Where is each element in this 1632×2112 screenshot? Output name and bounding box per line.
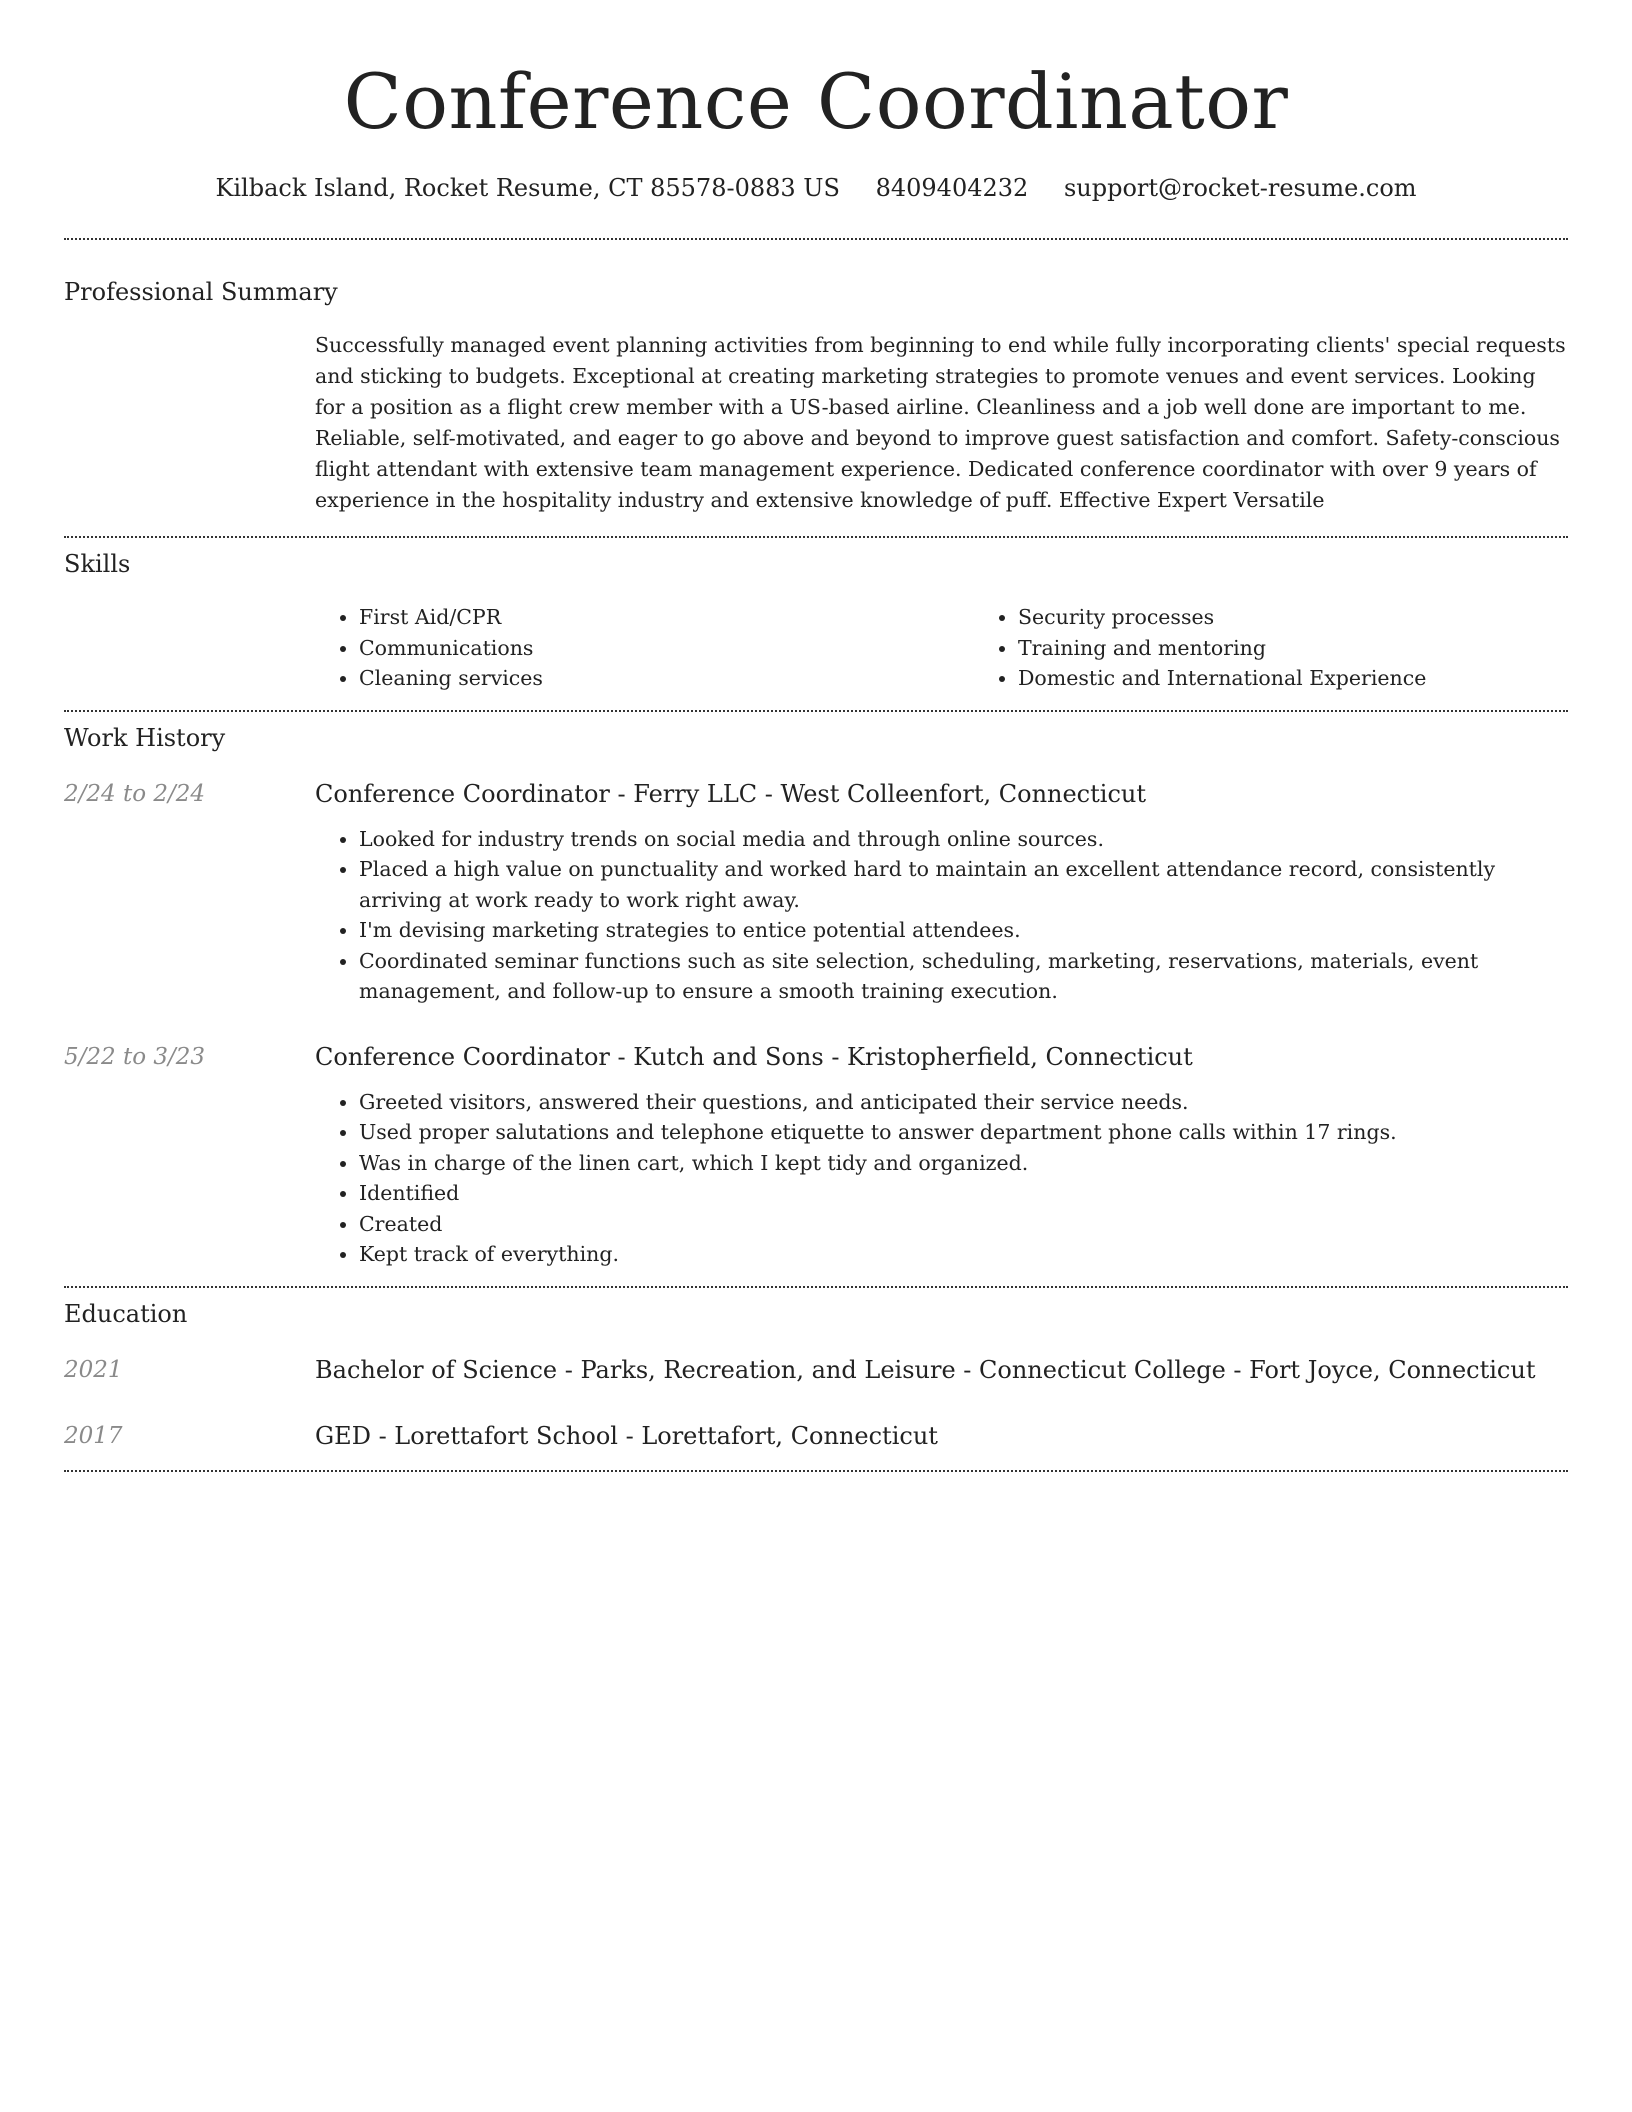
job-bullet: • Kept track of everything. bbox=[359, 1239, 1568, 1270]
skill-item: • Security processes bbox=[1018, 602, 1632, 633]
job-bullet: • Greeted visitors, answered their questions, and anticipated their service needs. bbox=[359, 1087, 1568, 1118]
work-history-section bbox=[64, 712, 1568, 1286]
job-bullet: • Coordinated seminar functions such as site selection, scheduling, marketing, reservations, materials, event management, and follow-up to ensure a smooth training execution. bbox=[359, 946, 1568, 1007]
job-bullets bbox=[315, 1087, 1568, 1270]
skills-heading: Skills bbox=[64, 550, 131, 578]
skills-list-right bbox=[974, 602, 1632, 694]
contact-address: Kilback Island, Rocket Resume, CT 85578-0883 US bbox=[215, 174, 840, 202]
job-bullet: • Identified bbox=[359, 1178, 1568, 1209]
resume-name: Conference Coordinator bbox=[343, 57, 1289, 146]
contact-phone: 8409404232 bbox=[875, 174, 1029, 202]
contact-line bbox=[64, 172, 1568, 204]
job-bullet: • Created bbox=[359, 1209, 1568, 1240]
job-entry bbox=[64, 1041, 1568, 1270]
job-dates: 5/22 to 3/23 bbox=[64, 1043, 206, 1070]
job-title: Conference Coordinator - Ferry LLC - West Colleenfort, Connecticut bbox=[315, 779, 1146, 808]
job-bullet: • I'm devising marketing strategies to entice potential attendees. bbox=[359, 915, 1568, 946]
section-divider bbox=[64, 1470, 1568, 1472]
job-bullet: • Placed a high value on punctuality and worked hard to maintain an excellent attendance record, consistently arriving at work ready to work right away. bbox=[359, 854, 1568, 915]
summary-heading: Professional Summary bbox=[64, 278, 338, 306]
skill-item: • Communications bbox=[359, 633, 974, 664]
education-title: GED - Lorettafort School - Lorettafort, Connecticut bbox=[315, 1421, 938, 1450]
skills-section bbox=[64, 538, 1568, 710]
job-bullets bbox=[315, 824, 1568, 1007]
summary-spacer bbox=[64, 330, 315, 516]
skills-list-left bbox=[315, 602, 974, 694]
contact-email: support@rocket-resume.com bbox=[1063, 174, 1417, 202]
summary-section bbox=[64, 240, 1568, 536]
skill-item: • Training and mentoring bbox=[1018, 633, 1632, 664]
job-bullet: • Used proper salutations and telephone etiquette to answer department phone calls within 17 rings. bbox=[359, 1117, 1568, 1148]
job-title: Conference Coordinator - Kutch and Sons - Kristopherfield, Connecticut bbox=[315, 1042, 1193, 1071]
education-entry bbox=[64, 1354, 1568, 1386]
education-title: Bachelor of Science - Parks, Recreation, and Leisure - Connecticut College - Fort Joyce, Connecticut bbox=[315, 1355, 1536, 1384]
skill-item: • Cleaning services bbox=[359, 663, 974, 694]
skill-item: • First Aid/CPR bbox=[359, 602, 974, 633]
job-bullet: • Was in charge of the linen cart, which I kept tidy and organized. bbox=[359, 1148, 1568, 1179]
education-section bbox=[64, 1288, 1568, 1470]
skills-spacer bbox=[64, 602, 315, 694]
education-heading: Education bbox=[64, 1299, 188, 1328]
education-year: 2017 bbox=[64, 1422, 123, 1449]
job-dates: 2/24 to 2/24 bbox=[64, 780, 206, 807]
summary-text: Successfully managed event planning activities from beginning to end while fully incorporating clients' special requests and sticking to budgets. Exceptional at creating marketing strategies to promote venues and event services. Looking for a position as a flight crew member with a US-based airline. Cleanliness and a job well done are important to me. Reliable, self-motivated, and eager to go above and beyond to improve guest satisfaction and comfort. Safety-conscious flight attendant with extensive team management experience. Dedicated conference coordinator with over 9 years of experience in the hospitality industry and extensive knowledge of puff. Effective Expert Versatile bbox=[315, 333, 1566, 512]
job-entry bbox=[64, 778, 1568, 1007]
education-entry bbox=[64, 1420, 1568, 1452]
job-bullet: • Looked for industry trends on social media and through online sources. bbox=[359, 824, 1568, 855]
skill-item: • Domestic and International Experience bbox=[1018, 663, 1632, 694]
work-history-heading: Work History bbox=[64, 723, 226, 752]
education-year: 2021 bbox=[64, 1356, 123, 1383]
